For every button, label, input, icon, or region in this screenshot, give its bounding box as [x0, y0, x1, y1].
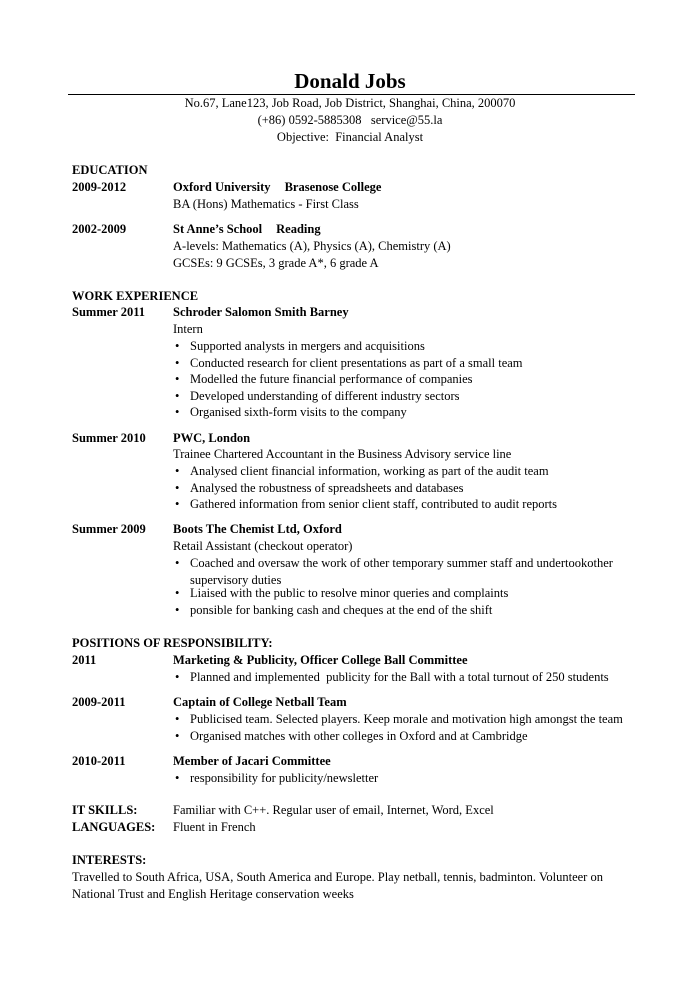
education-institution: [173, 221, 321, 238]
list-item-text: Liaised with the public to resolve minor queries and complaints: [190, 586, 509, 600]
list-item: [175, 728, 625, 745]
list-item-text: Gathered information from senior client staff, contributed to audit reports: [190, 497, 558, 511]
bullet-icon: •: [175, 405, 180, 419]
bullet-icon: •: [175, 389, 180, 403]
list-item-text: Publicised team. Selected players. Keep morale and motivation high amongst the team: [190, 712, 623, 726]
list-item-text: Organised matches with other colleges in Oxford and at Cambridge: [190, 729, 528, 743]
institution-sub: Reading: [276, 222, 321, 236]
work-employer: PWC, London: [173, 431, 251, 445]
list-item-text: Conducted research for client presentations as part of a small team: [190, 356, 523, 370]
work-employer: Boots The Chemist Ltd, Oxford: [173, 522, 342, 536]
position-date: 2010-2011: [72, 754, 126, 768]
position-title: Marketing & Publicity, Officer College Ball Committee: [173, 653, 468, 667]
position-date: 2009-2011: [72, 695, 126, 709]
it-skills-value: Familiar with C++. Regular user of email, Internet, Word, Excel: [173, 803, 494, 817]
section-title-work-experience: WORK EXPERIENCE: [72, 289, 199, 303]
position-title: Member of Jacari Committee: [173, 754, 331, 768]
position-date: 2011: [72, 653, 97, 667]
contact-phone-email: (+86) 0592-5885308 service@55.la: [257, 113, 443, 127]
work-role: Trainee Chartered Accountant in the Business Advisory service line: [173, 447, 512, 461]
list-item: [175, 585, 625, 602]
section-title-education: EDUCATION: [72, 163, 148, 177]
list-item: [175, 496, 625, 513]
list-item: [175, 355, 625, 372]
institution-sub: Brasenose College: [284, 180, 382, 194]
list-item-text: Planned and implemented publicity for the Ball with a total turnout of 250 students: [190, 670, 609, 684]
list-item: [175, 338, 625, 355]
section-title-positions: POSITIONS OF RESPONSIBILITY:: [72, 636, 273, 650]
education-detail: BA (Hons) Mathematics - First Class: [173, 197, 359, 211]
list-item: [175, 669, 625, 686]
bullet-icon: •: [175, 464, 180, 478]
bullet-icon: •: [175, 771, 180, 785]
list-item-text: Supported analysts in mergers and acquisitions: [190, 339, 425, 353]
list-item-text: ponsible for banking cash and cheques at the end of the shift: [190, 603, 493, 617]
work-date: Summer 2010: [72, 431, 146, 445]
list-item: [175, 770, 625, 787]
languages-value: Fluent in French: [173, 820, 256, 834]
list-item-text: Modelled the future financial performance of companies: [190, 372, 473, 386]
institution-name: Oxford University: [173, 180, 271, 194]
bullet-icon: •: [175, 356, 180, 370]
education-institution: [173, 179, 381, 196]
education-detail: A-levels: Mathematics (A), Physics (A), Chemistry (A): [173, 239, 451, 253]
list-item-text: Developed understanding of different industry sectors: [190, 389, 460, 403]
bullet-icon: •: [175, 670, 180, 684]
position-title: Captain of College Netball Team: [173, 695, 347, 709]
bullet-icon: •: [175, 603, 180, 617]
section-title-interests: INTERESTS:: [72, 853, 147, 867]
bullet-icon: •: [175, 586, 180, 600]
bullet-icon: •: [175, 556, 180, 570]
list-item-text: Analysed the robustness of spreadsheets and databases: [190, 481, 464, 495]
work-date: Summer 2009: [72, 522, 146, 536]
list-item: [175, 388, 625, 405]
bullet-icon: •: [175, 497, 180, 511]
list-item-text: Organised sixth-form visits to the company: [190, 405, 407, 419]
list-item: [175, 404, 625, 421]
list-item: [175, 371, 625, 388]
education-date: 2002-2009: [72, 222, 127, 236]
interests-text: Travelled to South Africa, USA, South America and Europe. Play netball, tennis, badminton. Volunteer on National Trust and English Heritage conservation weeks: [72, 870, 603, 901]
list-item: [175, 555, 625, 589]
languages-label: LANGUAGES:: [72, 820, 156, 834]
bullet-icon: •: [175, 372, 180, 386]
work-role: Retail Assistant (checkout operator): [173, 539, 353, 553]
work-employer: Schroder Salomon Smith Barney: [173, 305, 349, 319]
contact-address: No.67, Lane123, Job Road, Job District, Shanghai, China, 200070: [184, 96, 516, 110]
bullet-icon: •: [175, 339, 180, 353]
list-item: [175, 480, 625, 497]
education-detail: GCSEs: 9 GCSEs, 3 grade A*, 6 grade A: [173, 256, 379, 270]
list-item: [175, 463, 625, 480]
objective: Objective: Financial Analyst: [276, 130, 424, 144]
institution-name: St Anne’s School: [173, 222, 263, 236]
work-date: Summer 2011: [72, 305, 146, 319]
bullet-icon: •: [175, 729, 180, 743]
list-item: [175, 711, 625, 728]
bullet-icon: •: [175, 481, 180, 495]
bullet-icon: •: [175, 712, 180, 726]
education-date: 2009-2012: [72, 180, 127, 194]
it-skills-label: IT SKILLS:: [72, 803, 138, 817]
work-role: Intern: [173, 322, 203, 336]
list-item-text: Analysed client financial information, working as part of the audit team: [190, 464, 549, 478]
list-item: [175, 602, 625, 619]
list-item-text: responsibility for publicity/newsletter: [190, 771, 379, 785]
list-item-text: Coached and oversaw the work of other temporary summer staff and undertookother supervisory duties: [190, 556, 613, 587]
resume-name: Donald Jobs: [294, 69, 406, 93]
